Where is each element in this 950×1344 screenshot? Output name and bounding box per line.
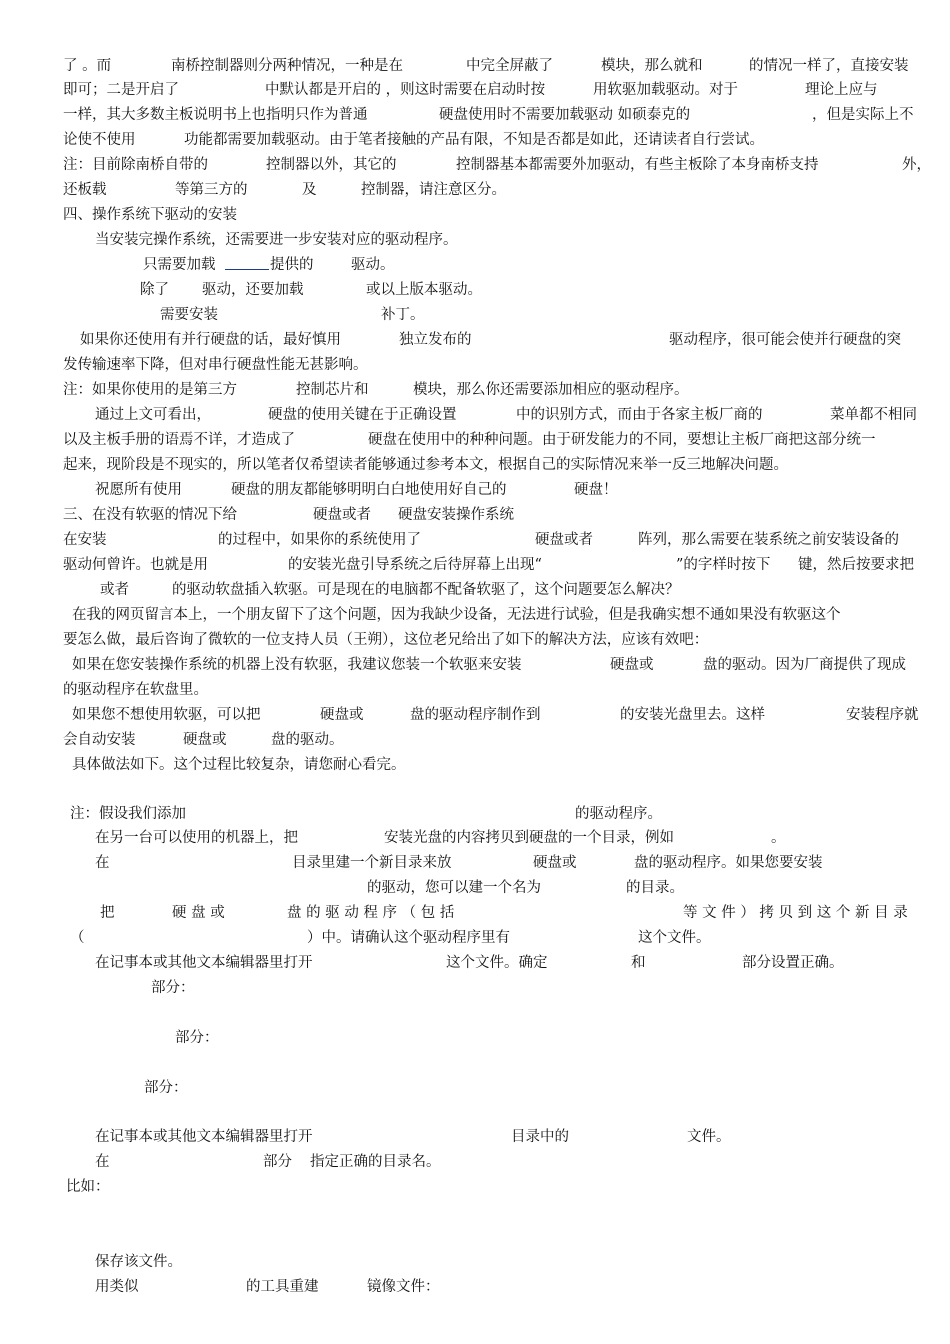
text-fragment: 独立发布的 <box>399 332 472 348</box>
text-fragment: 祝愿所有使用 <box>95 482 182 498</box>
text-fragment: 的情况一样了，直接安装 <box>749 58 909 74</box>
text-fragment: （ <box>70 930 85 946</box>
text-fragment: 如果在您安装操作系统的机器上没有软驱，我建议您装一个软驱来安装 <box>72 657 522 673</box>
text-fragment: 文件。 <box>687 1129 731 1145</box>
text-fragment: 驱动，还要加载 <box>202 282 304 298</box>
text-fragment: 或者 <box>100 582 129 598</box>
text-fragment: 南桥控制器则分两种情况，一种是在 <box>171 58 403 74</box>
text-fragment: 指定正确的目录名。 <box>310 1154 441 1170</box>
text-line: 当安装完操作系统，还需要进一步安装对应的驱动程序。 <box>95 232 458 248</box>
text-fragment: 需要安装 <box>160 307 218 323</box>
text-fragment: 注：目前除南桥自带的 <box>63 157 208 173</box>
text-line: 起来，现阶段是不现实的，所以笔者仅希望读者能够通过参考本文，根据自己的实际情况来举一反三地解决问题。 <box>63 457 788 473</box>
text-fragment: 安装光盘的内容拷贝到硬盘的一个目录，例如 <box>384 830 674 846</box>
text-fragment: 的工具重建 <box>246 1279 319 1295</box>
text-fragment: 中完全屏蔽了 <box>466 58 553 74</box>
text-line: 具体做法如下。这个过程比较复杂，请您耐心看完。 <box>72 757 406 773</box>
text-line: 部分： <box>144 1080 188 1096</box>
text-fragment: 菜单都不相同 <box>830 407 917 423</box>
text-fragment: 驱动。 <box>351 257 395 273</box>
text-fragment: 目录中的 <box>511 1129 569 1145</box>
text-fragment: 会自动安装 <box>63 732 136 748</box>
text-fragment: 目录里建一个新目录来放 <box>292 855 452 871</box>
text-fragment: 用类似 <box>95 1279 139 1295</box>
text-fragment: 中默认都是开启的 ，则这时需要在启动时按 <box>265 82 546 98</box>
text-fragment: 安装程序就 <box>846 707 919 723</box>
text-fragment: 如果你还使用有并行硬盘的话，最好慎用 <box>80 332 341 348</box>
text-line: 比如： <box>66 1179 110 1195</box>
text-fragment: 在 <box>95 855 110 871</box>
text-line: 部分： <box>175 1030 219 1046</box>
text-line: 在我的网页留言本上，一个朋友留下了这个问题，因为我缺少设备，无法进行试验，但是我确实想不通如果没有软驱这个 <box>72 607 841 623</box>
text-fragment: 用软驱加载驱动。对于 <box>593 82 738 98</box>
text-fragment: 的安装光盘里去。这样 <box>620 707 765 723</box>
text-fragment: 注：假设我们添加 <box>70 806 186 822</box>
text-fragment: 硬盘或 <box>320 707 364 723</box>
text-fragment: 以及主板手册的语焉不详，才造成了 <box>63 432 295 448</box>
text-fragment: 硬盘或者 <box>535 532 593 548</box>
text-fragment: ”的字样时按下 <box>676 557 771 573</box>
text-fragment: 驱动何曾许。也就是用 <box>63 557 208 573</box>
text-fragment: 的过程中，如果你的系统使用了 <box>218 532 421 548</box>
text-line: 要怎么做，最后咨询了微软的一位支持人员（王朔），这位老兄给出了如下的解决方法，应该有效吧： <box>63 632 709 648</box>
text-fragment: 硬盘的使用关键在于正确设置 <box>268 407 457 423</box>
text-line: 发传输速率下降，但对串行硬盘性能无甚影响。 <box>63 357 368 373</box>
text-fragment: 三、在没有软驱的情况下给 <box>63 507 237 523</box>
text-fragment: 驱动程序，很可能会使并行硬盘的突 <box>669 332 901 348</box>
text-fragment: 等第三方的 <box>175 182 248 198</box>
text-fragment: 控制器以外，其它的 <box>266 157 397 173</box>
text-fragment: 和 <box>631 955 646 971</box>
text-fragment: 的驱动软盘插入软驱。可是现在的电脑都不配备软驱了，这个问题要怎么解决？ <box>172 582 680 598</box>
text-fragment: 还板载 <box>63 182 107 198</box>
text-fragment: 模块，那么你还需要添加相应的驱动程序。 <box>413 382 689 398</box>
text-fragment: 硬盘或者 <box>313 507 371 523</box>
section-heading: 四、操作系统下驱动的安装 <box>63 207 237 223</box>
text-fragment: 镜像文件： <box>367 1279 440 1295</box>
text-fragment: 盘的驱动。因为厂商提供了现成 <box>703 657 906 673</box>
text-fragment: 只需要加载 <box>143 257 216 273</box>
text-line: 部分： <box>151 980 195 996</box>
text-fragment: 硬盘的朋友都能够明明白白地使用好自己的 <box>231 482 507 498</box>
text-fragment: 控制器基本都需要外加驱动，有些主板除了本身南桥支持 <box>456 157 819 173</box>
text-fragment: 的安装光盘引导系统之后待屏幕上出现“ <box>288 557 542 573</box>
text-fragment: 通过上文可看出， <box>95 407 211 423</box>
text-fragment: ，但是实际上不 <box>812 107 914 123</box>
text-fragment: 这个文件。 <box>638 930 711 946</box>
text-fragment: 硬盘或 <box>533 855 577 871</box>
text-fragment: 在安装 <box>63 532 107 548</box>
text-fragment: 提供的 <box>270 257 314 273</box>
text-fragment: 。 <box>771 830 786 846</box>
text-fragment: 补丁。 <box>381 307 425 323</box>
text-fragment: 硬盘使用时不需要加载驱动 如硕泰克的 <box>439 107 691 123</box>
text-fragment: 即可；二是开启了 <box>63 82 179 98</box>
text-fragment: 功能都需要加载驱动。由于笔者接触的产品有限，不知是否都是如此，还请读者自行尝试。 <box>184 132 764 148</box>
text-fragment: 中的识别方式，而由于各家主板厂商的 <box>516 407 763 423</box>
text-fragment: 硬 盘 或 <box>172 905 225 921</box>
text-fragment: 控制芯片和 <box>296 382 369 398</box>
text-fragment: 的驱动，您可以建一个名为 <box>367 880 541 896</box>
text-fragment: ）中。请确认这个驱动程序里有 <box>307 930 510 946</box>
text-fragment: 盘的驱动。 <box>271 732 344 748</box>
text-fragment: 盘的驱动程序。如果您要安装 <box>634 855 823 871</box>
text-fragment: 盘 的 驱 动 程 序 （ 包 括 <box>287 905 455 921</box>
text-fragment: 阵列，那么需要在装系统之前安装设备的 <box>638 532 899 548</box>
text-fragment: 一样，其大多数主板说明书上也指明只作为普通 <box>63 107 368 123</box>
text-fragment: 这个文件。确定 <box>446 955 548 971</box>
text-fragment: 外， <box>902 157 931 173</box>
text-fragment: 论使不使用 <box>63 132 136 148</box>
text-fragment: 等 文 件 ） 拷 贝 到 这 个 新 目 录 <box>683 905 908 921</box>
text-fragment: 硬盘安装操作系统 <box>398 507 514 523</box>
text-fragment: 模块，那么就和 <box>601 58 703 74</box>
text-fragment: 在 <box>95 1154 110 1170</box>
text-fragment: 硬盘或 <box>610 657 654 673</box>
text-fragment: 控制器，请注意区分。 <box>361 182 506 198</box>
text-fragment: 在记事本或其他文本编辑器里打开 <box>95 1129 313 1145</box>
text-fragment: 的驱动程序。 <box>575 806 662 822</box>
text-fragment: 及 <box>302 182 317 198</box>
text-fragment: 在另一台可以使用的机器上，把 <box>95 830 298 846</box>
text-fragment: 在记事本或其他文本编辑器里打开 <box>95 955 313 971</box>
text-fragment: 键，然后按要求把 <box>798 557 914 573</box>
text-fragment: 部分 <box>263 1154 292 1170</box>
text-fragment: 了 。而 <box>63 58 112 74</box>
text-fragment: 硬盘在使用中的种种问题。由于研发能力的不同，要想让主板厂商把这部分统一 <box>368 432 876 448</box>
text-fragment: 除了 <box>140 282 169 298</box>
text-fragment: 注：如果你使用的是第三方 <box>63 382 237 398</box>
text-fragment: 如果您不想使用软驱，可以把 <box>72 707 261 723</box>
text-fragment: 把 <box>100 905 115 921</box>
text-fragment: 部分设置正确。 <box>742 955 844 971</box>
text-line: 的驱动程序在软盘里。 <box>63 682 208 698</box>
text-fragment: 硬盘！ <box>574 482 618 498</box>
text-fragment: 硬盘或 <box>183 732 227 748</box>
text-line: 保存该文件。 <box>95 1254 182 1270</box>
text-fragment: 的目录。 <box>626 880 684 896</box>
text-fragment: 盘的驱动程序制作到 <box>410 707 541 723</box>
text-fragment: 或以上版本驱动。 <box>366 282 482 298</box>
text-fragment: 理论上应与 <box>805 82 878 98</box>
